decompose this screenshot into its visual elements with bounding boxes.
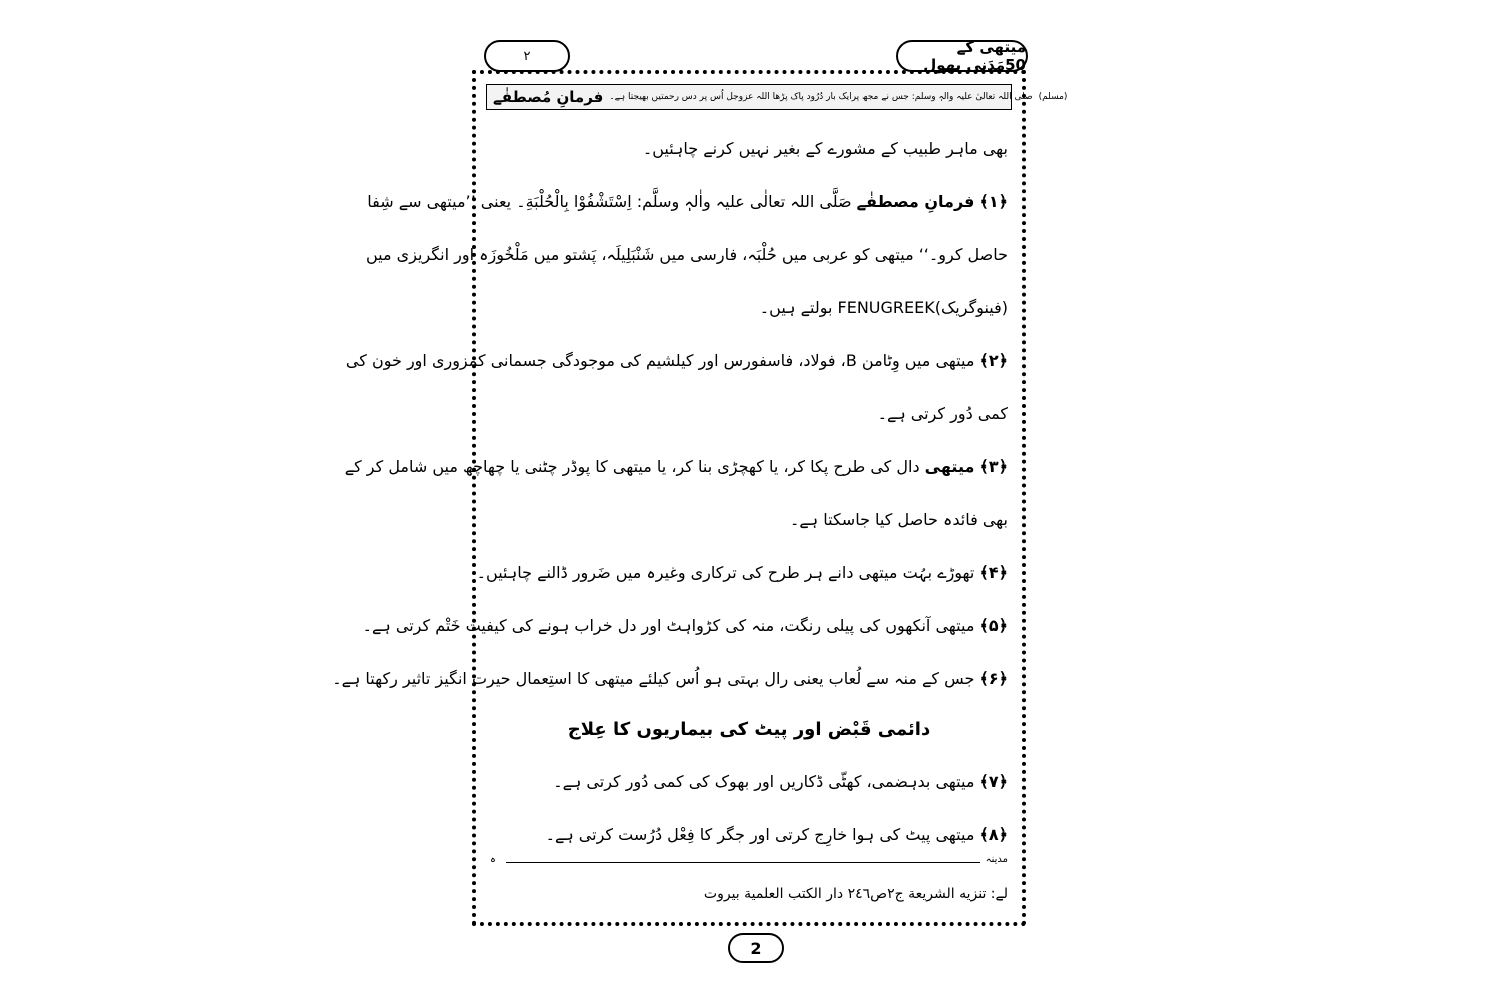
line-text: دال کی طرح پکا کر، یا کھچڑی بنا کر، یا میتھی کا پوڈر چٹنی یا چھاچھ میں شامل کر کے [344,457,920,476]
body-text [332,122,1008,861]
emphasis-text: فرمانِ مصطفٰے [856,192,975,211]
text-line [332,652,1008,705]
item-number: ﴿۱﴾ [979,192,1008,211]
item-number: ﴿۶﴾ [979,669,1008,688]
line-text: حاصل کرو۔‘‘ میتھی کو عربی میں حُلْبَہ، فارسی میں شَنْبَلِیلَہ، پَشتو میں مَلْخُوزَہ اور انگریزی میں [366,245,1008,264]
dotted-page-frame [332,70,1068,926]
paragraph-list-2 [490,755,1008,861]
separator-right-label: مدینہ [985,854,1008,865]
item-number: ﴿۷﴾ [979,772,1008,791]
text-line [476,546,1008,599]
line-text: تھوڑے بہُت میتھی دانے ہر طرح کی ترکاری وغیرہ میں ضَرور ڈالنے چاہئیں۔ [476,563,975,582]
item-number: ﴿۲﴾ [979,351,1008,370]
line-text: بھی فائدہ حاصل کیا جاسکتا ہے۔ [790,510,1008,529]
footnote-separator [490,856,1008,868]
line-text: صَلَّی اللہ تعالٰی علیہ واٰلہٖ وسلَّم: اِسْتَشْفُوْا بِالْحُلْبَةِ۔ یعنی ’’میتھی سے شِفا [367,192,852,211]
item-number: ﴿۸﴾ [979,825,1008,844]
book-title: میتھی کے 50مَدَنی پھول [923,38,1026,74]
line-text: جس کے منہ سے لُعاب یعنی رال بہتی ہو اُس کیلئے میتھی کا استِعمال حیرت انگیز تاثیر رکھتا ہے۔ [332,669,975,688]
text-line [490,808,1008,861]
item-number: ﴿۵﴾ [979,616,1008,635]
text-line [490,493,1008,546]
text-line [490,387,1008,440]
line-text: (فینوگریک)FENUGREEK بولتے ہیں۔ [759,298,1008,317]
book-title-pill [896,40,1028,72]
text-line [367,175,1008,228]
top-page-number: ۲ [523,48,531,64]
footnote: لے: تنزيه الشريعة ج٢ص٢٤٦ دار الكتب العلمية بيروت [703,886,1008,902]
text-line [344,440,1008,493]
emphasis-text: میتھی [924,457,975,476]
hadith-banner [486,84,1068,110]
line-text: میتھی پیٹ کی ہوا خارِج کرتی اور جگر کا فِعْل دُرُست کرتی ہے۔ [545,825,975,844]
bottom-page-number-pill [728,933,784,963]
line-text: میتھی بدہضمی، کھٹّی ڈکاریں اور بھوک کی کمی دُور کرتی ہے۔ [553,772,975,791]
text-line [362,599,1008,652]
separator-left-label: ہ [490,854,496,865]
text-line [345,334,1008,387]
top-page-number-pill [484,40,570,72]
item-number: ﴿۴﴾ [979,563,1008,582]
paragraph-list [332,122,1008,705]
item-number: ﴿۳﴾ [979,457,1008,476]
text-line [490,281,1008,334]
separator-rule [506,862,980,863]
text-line [490,122,1008,175]
line-text: کمی دُور کرتی ہے۔ [877,404,1008,423]
text-line [366,228,1008,281]
text-line [490,755,1008,808]
banner-source: (مسلم) [1038,92,1068,102]
line-text: بھی ماہر طبیب کے مشورے کے بغیر نہیں کرنے چاہئیں۔ [642,139,1008,158]
banner-text: صلی اللہ تعالیٰ علیہ والہٖ وسلم: جس نے مجھ پرایک بار دُرُود پاک پڑھا اللہ عزوجل اُس پر دس رحمتیں بھیجتا ہے۔ [609,92,1033,102]
banner-title: فرمانِ مُصطفٰے [493,88,604,106]
book-page [332,38,1068,996]
bottom-page-number: 2 [750,938,762,958]
section-heading: دائمی قَبْض اور پیٹ کی بیماریوں کا عِلاج [567,719,931,740]
line-text: میتھی میں وِٹامن B، فولاد، فاسفورس اور کیلشیم کی موجودگی جسمانی کمزوری اور خون کی [345,351,975,370]
line-text: میتھی آنکھوں کی پیلی رنگت، منہ کی کڑواہٹ اور دل خراب ہونے کی کیفیت خَتْم کرتی ہے۔ [362,616,975,635]
